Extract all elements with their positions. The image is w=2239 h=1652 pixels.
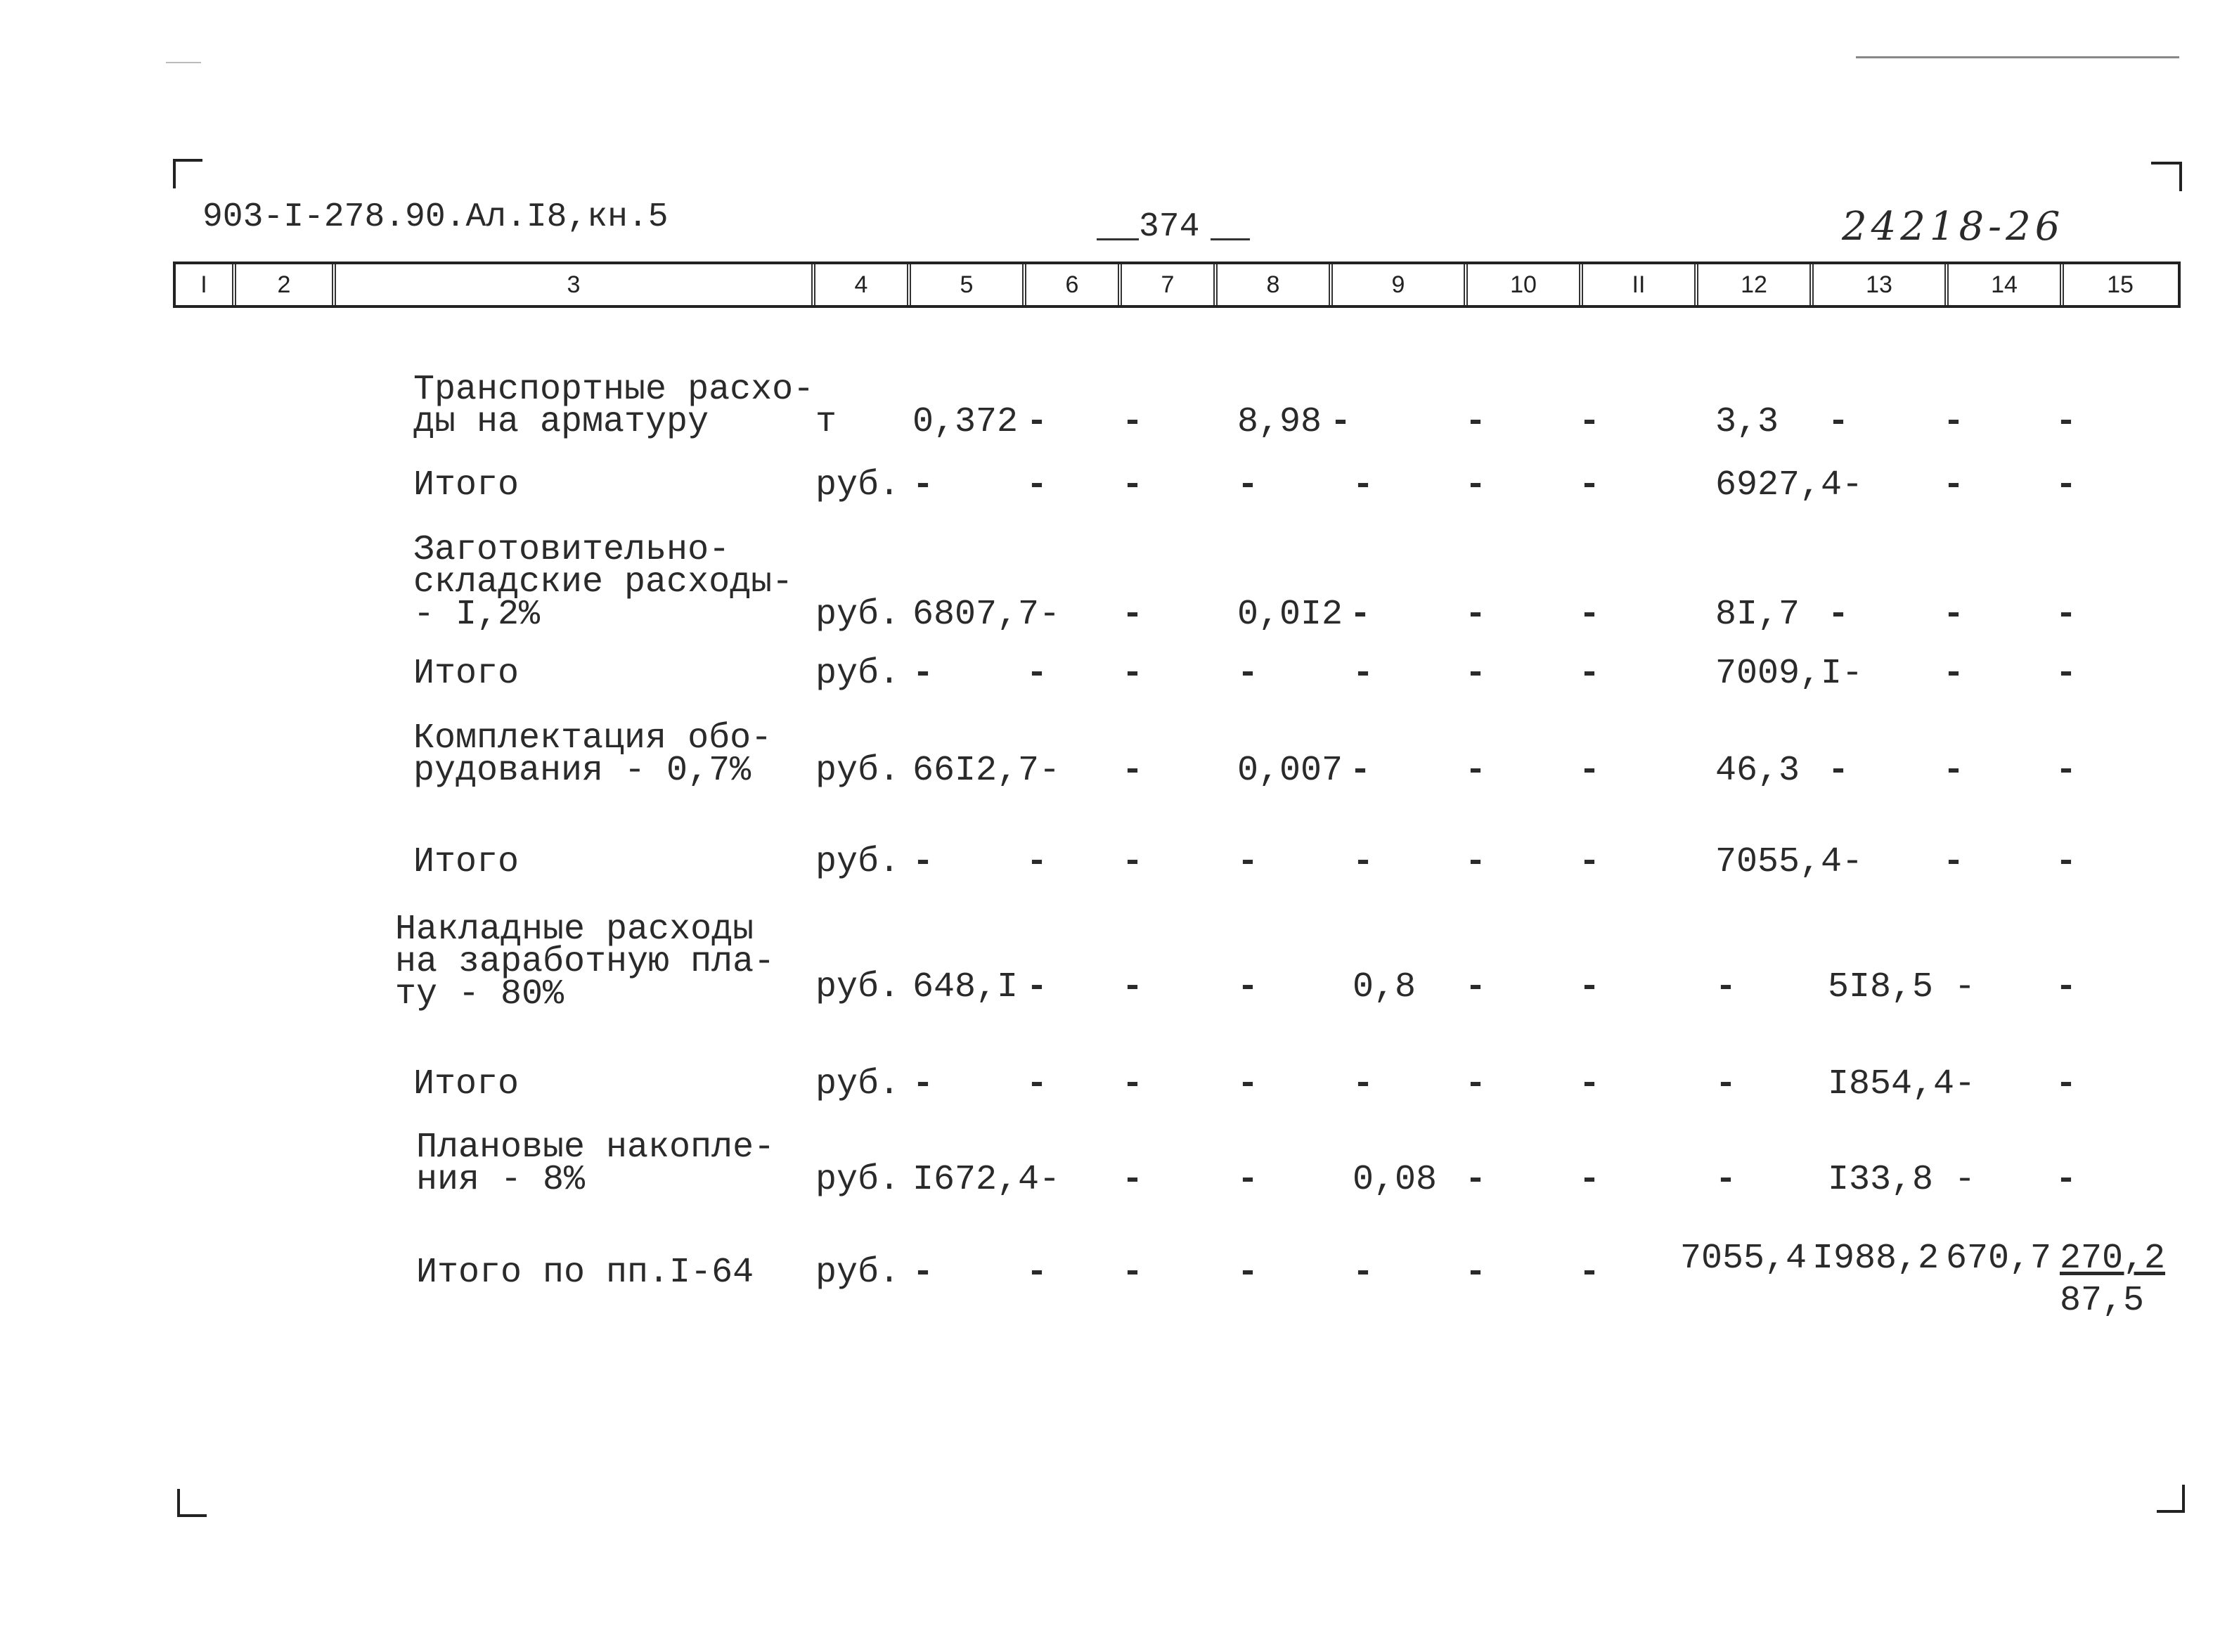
cell-col13: I854,4- [1828, 1064, 1976, 1104]
cell-col14: - [1943, 654, 1965, 694]
cell-col15: 270,2 [2060, 1239, 2166, 1279]
cell-col6: - [1026, 1253, 1048, 1293]
cell-col9: - [1330, 402, 1352, 442]
cell-col9: - [1353, 1253, 1374, 1293]
item-name: Накладные расходы на заработную пла- ту - 80% [395, 910, 775, 1014]
cell-col15: - [2056, 465, 2077, 505]
cell-col8: - [1237, 967, 1259, 1007]
column-number: 12 [1698, 264, 1814, 305]
cell-col7: - [1122, 595, 1144, 635]
page-number: 374 [1139, 208, 1200, 246]
column-number: 9 [1333, 264, 1468, 305]
scan-artifact [1856, 56, 2179, 58]
column-number: 7 [1122, 264, 1218, 305]
cell-unit: руб. [815, 967, 901, 1007]
item-name: Комплектация обо- рудования - 0,7% [413, 718, 773, 791]
cell-col13: I33,8 - [1828, 1160, 1976, 1200]
corner-mark-bottom-left [177, 1489, 207, 1517]
cell-col5: 0,372 [912, 402, 1019, 442]
column-number: 14 [1949, 264, 2064, 305]
column-number: II [1583, 264, 1698, 305]
cell-col10: - [1465, 654, 1487, 694]
cell-col8: - [1237, 1253, 1259, 1293]
cell-col11: - [1579, 1064, 1601, 1104]
column-number: 5 [911, 264, 1026, 305]
column-number: 13 [1814, 264, 1949, 305]
cell-col12: 6927,4- [1715, 465, 1864, 505]
cell-col7: - [1122, 654, 1144, 694]
cell-col9: 0,08 [1353, 1160, 1438, 1200]
cell-col13: - [1828, 751, 1850, 791]
cell-col5: - [912, 842, 934, 882]
cell-col7: - [1122, 1253, 1144, 1293]
cell-col9: - [1353, 1064, 1374, 1104]
cell-col11: - [1579, 842, 1601, 882]
cell-col9: - [1350, 751, 1372, 791]
column-number: 8 [1218, 264, 1333, 305]
cell-col10: - [1465, 402, 1487, 442]
cell-col6: - [1026, 967, 1048, 1007]
cell-col15-second-line: 87,5 [2060, 1281, 2145, 1321]
cell-col5: I672,4- [912, 1160, 1061, 1200]
item-name: Транспортные расхо- ды на арматуру [413, 370, 815, 442]
column-number: 3 [336, 264, 815, 305]
item-name: Итого [413, 1064, 520, 1104]
cell-col6: - [1026, 1064, 1048, 1104]
scan-artifact [166, 62, 201, 63]
cell-col9: - [1353, 465, 1374, 505]
cell-col14: - [1943, 751, 1965, 791]
corner-mark-top-left [173, 159, 202, 188]
column-number: 10 [1468, 264, 1583, 305]
cell-unit: руб. [815, 751, 901, 791]
cell-unit: руб. [815, 842, 901, 882]
cell-col11: - [1579, 402, 1601, 442]
cell-col15: - [2056, 1160, 2077, 1200]
item-name: Итого [413, 465, 520, 505]
cell-col9: - [1350, 595, 1372, 635]
cell-col14: - [1943, 465, 1965, 505]
cell-col12: - [1715, 1160, 1737, 1200]
cell-col12: 3,3 [1715, 402, 1779, 442]
cell-col5: - [912, 654, 934, 694]
cell-unit: руб. [815, 654, 901, 694]
cell-col10: - [1465, 465, 1487, 505]
cell-col10: - [1465, 1253, 1487, 1293]
cell-unit: руб. [815, 1064, 901, 1104]
item-name: Заготовительно- складские расходы- - I,2% [413, 530, 794, 635]
cell-col8: - [1237, 465, 1259, 505]
archive-number: 24218-26 [1842, 204, 2065, 250]
item-name: Итого по пп.I-64 [416, 1253, 754, 1293]
cell-col12: 8I,7 [1715, 595, 1800, 635]
cell-col8: - [1237, 1064, 1259, 1104]
cell-col8: - [1237, 842, 1259, 882]
cell-col13: 5I8,5 - [1828, 967, 1976, 1007]
cell-col7: - [1122, 1064, 1144, 1104]
cell-col5: 6807,7- [912, 595, 1061, 635]
cell-col12: 46,3 [1715, 751, 1800, 791]
cell-col13: - [1828, 402, 1850, 442]
document-code: 903-I-278.90.Ал.I8,кн.5 [202, 198, 669, 236]
cell-col15: - [2056, 842, 2077, 882]
column-number: 2 [236, 264, 336, 305]
cell-col6: - [1026, 402, 1048, 442]
cell-col12: 7055,4 [1680, 1239, 1807, 1279]
cell-col8: 0,0I2 [1237, 595, 1343, 635]
cell-col10: - [1465, 842, 1487, 882]
item-name: Плановые накопле- ния - 8% [416, 1128, 775, 1200]
cell-col15: - [2056, 402, 2077, 442]
cell-col12: 7009,I- [1715, 654, 1864, 694]
cell-col11: - [1579, 1253, 1601, 1293]
cell-col10: - [1465, 751, 1487, 791]
cell-col12: 7055,4- [1715, 842, 1864, 882]
cell-col9: 0,8 [1353, 967, 1417, 1007]
cell-col7: - [1122, 751, 1144, 791]
cell-col13: I988,2 [1812, 1239, 1940, 1279]
cell-col14: - [1943, 595, 1965, 635]
cell-col10: - [1465, 1160, 1487, 1200]
cell-col8: 8,98 [1237, 402, 1322, 442]
cell-col13: - [1828, 595, 1850, 635]
item-name: Итого [413, 654, 520, 694]
cell-col14: 670,7 [1946, 1239, 2052, 1279]
cell-col7: - [1122, 967, 1144, 1007]
cell-col6: - [1026, 842, 1048, 882]
corner-mark-bottom-right [2157, 1485, 2185, 1513]
cell-col8: - [1237, 1160, 1259, 1200]
cell-col5: 648,I [912, 967, 1019, 1007]
cell-col14: - [1943, 842, 1965, 882]
cell-col9: - [1353, 654, 1374, 694]
cell-col8: - [1237, 654, 1259, 694]
cell-col5: - [912, 1064, 934, 1104]
cell-col7: - [1122, 842, 1144, 882]
cell-col12: - [1715, 1064, 1737, 1104]
cell-col10: - [1465, 595, 1487, 635]
cell-col11: - [1579, 967, 1601, 1007]
cell-col11: - [1579, 751, 1601, 791]
cell-col10: - [1465, 967, 1487, 1007]
cell-unit: руб. [815, 1160, 901, 1200]
column-header-bar [173, 262, 2181, 308]
cell-col8: 0,007 [1237, 751, 1343, 791]
cell-col6: - [1026, 465, 1048, 505]
cell-unit: руб. [815, 595, 901, 635]
cell-col15: - [2056, 967, 2077, 1007]
cell-col7: - [1122, 402, 1144, 442]
dash-right [1211, 238, 1250, 240]
cell-col11: - [1579, 465, 1601, 505]
column-number: I [176, 264, 236, 305]
cell-col5: 66I2,7- [912, 751, 1061, 791]
cell-unit: руб. [815, 1253, 901, 1293]
cell-unit: т [815, 402, 837, 442]
corner-mark-top-right [2151, 162, 2182, 191]
cell-unit: руб. [815, 465, 901, 505]
column-number: 15 [2107, 271, 2134, 298]
column-number: 6 [1026, 264, 1122, 305]
cell-col5: - [912, 1253, 934, 1293]
cell-col11: - [1579, 595, 1601, 635]
page-number-block [1097, 208, 1250, 246]
cell-col15: - [2056, 1064, 2077, 1104]
cell-col14: - [1943, 402, 1965, 442]
cell-col15: - [2056, 595, 2077, 635]
cell-col9: - [1353, 842, 1374, 882]
dash-left [1097, 238, 1139, 240]
cell-col7: - [1122, 1160, 1144, 1200]
cell-col5: - [912, 465, 934, 505]
cell-col15: - [2056, 654, 2077, 694]
item-name: Итого [413, 842, 520, 882]
cell-col10: - [1465, 1064, 1487, 1104]
cell-col11: - [1579, 654, 1601, 694]
cell-col15: - [2056, 751, 2077, 791]
cell-col7: - [1122, 465, 1144, 505]
cell-col6: - [1026, 654, 1048, 694]
cell-col11: - [1579, 1160, 1601, 1200]
column-number: 4 [815, 264, 911, 305]
cell-col12: - [1715, 967, 1737, 1007]
